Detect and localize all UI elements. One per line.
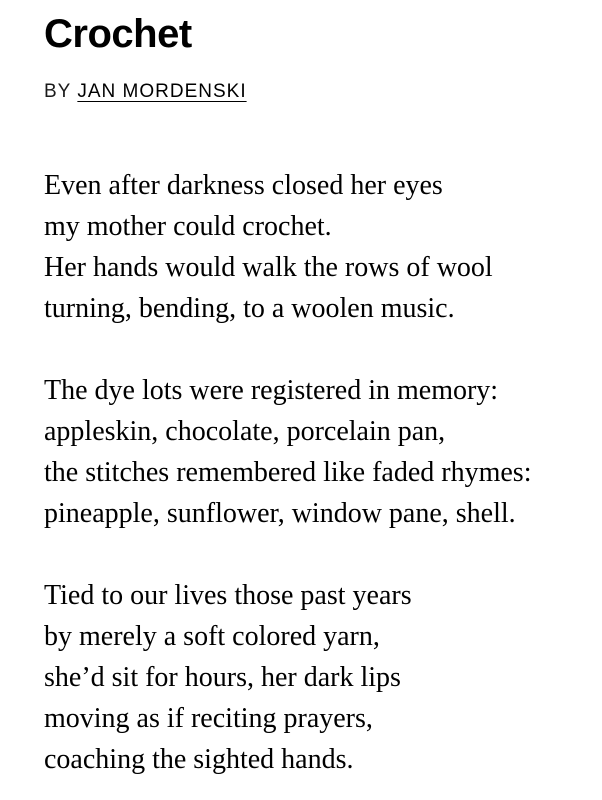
- stanza: [44, 575, 594, 780]
- author-link[interactable]: JAN MORDENSKI: [77, 81, 247, 102]
- stanza: [44, 165, 594, 329]
- poem-line: my mother could crochet.: [44, 211, 332, 242]
- poem-line: turning, bending, to a woolen music.: [44, 293, 455, 324]
- poem-line: pineapple, sunflower, window pane, shell.: [44, 498, 516, 529]
- poem-line: Even after darkness closed her eyes: [44, 170, 443, 201]
- poem-line: moving as if reciting prayers,: [44, 703, 373, 734]
- poem-line: appleskin, chocolate, porcelain pan,: [44, 416, 446, 447]
- poem-line: Tied to our lives those past years: [44, 580, 412, 611]
- poem-body: [44, 165, 594, 780]
- poem-line: she’d sit for hours, her dark lips: [44, 662, 401, 693]
- poem-title: Crochet: [44, 12, 192, 56]
- byline: [44, 80, 594, 104]
- poem-page: [44, 10, 594, 780]
- poem-line: Her hands would walk the rows of wool: [44, 252, 493, 283]
- poem-line: the stitches remembered like faded rhymes:: [44, 457, 532, 488]
- poem-line: The dye lots were registered in memory:: [44, 375, 499, 406]
- byline-prefix: BY: [44, 81, 72, 102]
- poem-line: coaching the sighted hands.: [44, 744, 354, 775]
- poem-line: by merely a soft colored yarn,: [44, 621, 380, 652]
- stanza: [44, 370, 594, 534]
